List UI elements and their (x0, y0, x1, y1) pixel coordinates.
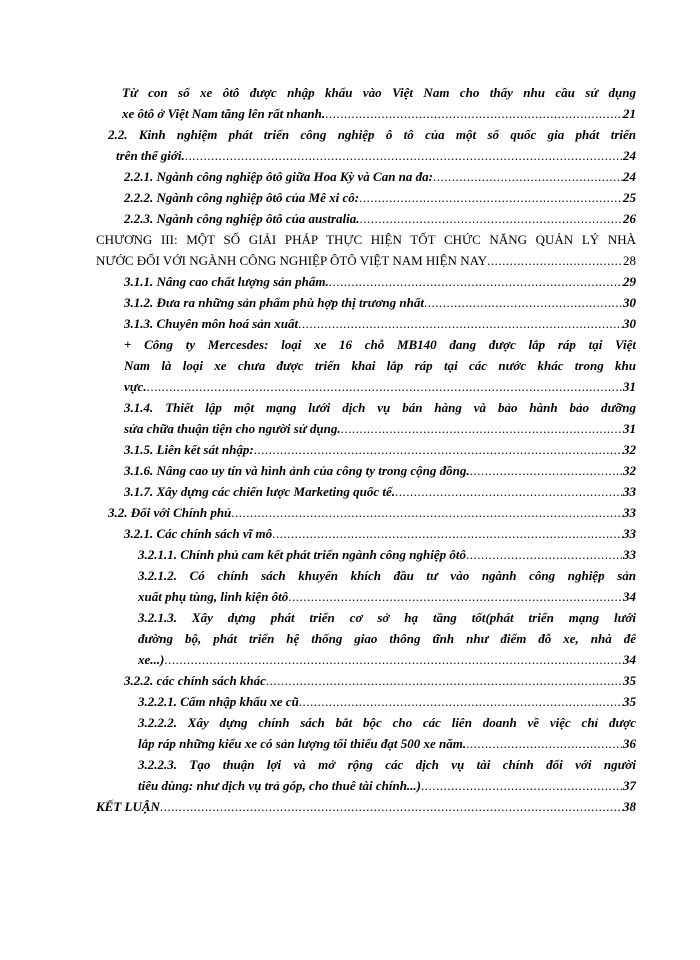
leader-dots (360, 208, 624, 229)
toc-page-number: 36 (623, 736, 636, 751)
toc-entry-line: 3.2.1.2. Có chính sách khuyến khích đầu tư vào ngành công nghiệp sản (138, 568, 636, 583)
toc-entry-line: Từ con số xe ôtô được nhập khẩu vào Việt Nam cho thấy nhu cầu sử dụng (122, 85, 636, 100)
table-of-contents (0, 82, 700, 817)
toc-entry-line: 2.2.1. Ngành công nghiệp ôtô giữa Hoa Kỳ và Can na đa: (124, 169, 433, 184)
toc-entry-line: NƯỚC ĐỐI VỚI NGÀNH CÔNG NGHIỆP ÔTÔ VIỆT NAM HIỆN NAY (96, 253, 488, 268)
toc-entry[interactable] (124, 670, 636, 691)
toc-entry[interactable] (138, 712, 636, 754)
toc-entry[interactable] (138, 544, 636, 565)
leader-dots (341, 418, 623, 439)
toc-entry-line: sửa chữa thuận tiện cho người sử dụng. (124, 421, 341, 436)
toc-entry-line: 3.1.1. Nâng cao chất lượng sản phẩm. (124, 274, 329, 289)
toc-page-number: 21 (623, 106, 636, 121)
toc-page-number: 31 (623, 421, 636, 436)
toc-entry-line: 3.1.5. Liên kết sát nhập: (124, 442, 254, 457)
toc-page-number: 33 (623, 547, 636, 562)
leader-dots (395, 481, 623, 502)
toc-entry-line: trên thế giới. (116, 148, 185, 163)
toc-entry[interactable] (124, 460, 636, 481)
leader-dots (272, 523, 623, 544)
toc-entry[interactable] (138, 565, 636, 607)
leader-dots (254, 439, 623, 460)
leader-dots (298, 313, 623, 334)
toc-entry[interactable] (138, 691, 636, 712)
toc-entry-line: 3.2.1.1. Chính phủ cam kết phát triển ngành công nghiệp ôtô (138, 547, 466, 562)
leader-dots (147, 376, 623, 397)
toc-entry[interactable] (124, 397, 636, 439)
toc-entry-line: 2.2.3. Ngành công nghiệp ôtô của australia. (124, 211, 360, 226)
toc-entry[interactable] (124, 271, 636, 292)
toc-entry-line: xe...) (138, 652, 165, 667)
toc-page-number: 34 (623, 652, 636, 667)
toc-entry-line: 3.2.2.3. Tạo thuận lợi và mở rộng các dịch vụ tài chính đối với người (138, 757, 636, 772)
leader-dots (185, 145, 623, 166)
toc-page-number: 28 (623, 253, 636, 268)
leader-dots (266, 670, 623, 691)
toc-entry-line: 3.1.4. Thiết lập một mạng lưới dịch vụ bán hàng và bảo hành bảo dưỡng (124, 400, 636, 415)
toc-entry[interactable] (96, 796, 636, 817)
toc-entry[interactable] (108, 124, 636, 166)
toc-page-number: 32 (623, 463, 636, 478)
leader-dots (433, 166, 623, 187)
toc-entry[interactable] (124, 439, 636, 460)
toc-page-number: 35 (623, 694, 636, 709)
toc-page-number: 37 (623, 778, 636, 793)
toc-entry[interactable] (124, 292, 636, 313)
toc-chapter-entry[interactable] (96, 229, 636, 271)
toc-entry[interactable] (108, 502, 636, 523)
toc-entry[interactable] (124, 334, 636, 397)
toc-entry-line: xe ôtô ở Việt Nam tăng lên rất nhanh. (122, 106, 326, 121)
toc-entry[interactable] (124, 166, 636, 187)
leader-dots (299, 691, 623, 712)
leader-dots (160, 796, 623, 817)
toc-entry-line: 3.1.2. Đưa ra những sản phẩm phù hợp thị trương nhất (124, 295, 424, 310)
leader-dots (329, 271, 623, 292)
leader-dots (359, 187, 623, 208)
toc-entry[interactable] (124, 187, 636, 208)
toc-entry[interactable] (124, 313, 636, 334)
toc-entry-line: lắp ráp những kiểu xe có sản lượng tối thiểu đạt 500 xe năm. (138, 736, 467, 751)
toc-entry[interactable] (122, 82, 636, 124)
toc-entry-line: 3.2. Đối với Chính phủ (108, 505, 232, 520)
toc-page-number: 29 (623, 274, 636, 289)
leader-dots (421, 775, 623, 796)
toc-entry[interactable] (138, 607, 636, 670)
leader-dots (288, 586, 623, 607)
toc-entry-line: vực. (124, 379, 147, 394)
leader-dots (487, 250, 623, 271)
toc-entry[interactable] (138, 754, 636, 796)
toc-entry-line: Nam là loại xe chưa được triển khai lắp ráp tại các nước khác trong khu (124, 358, 636, 373)
toc-entry-line: 3.2.1.3. Xây dựng phát triển cơ sở hạ tầng tốt(phát triển mạng lưới (138, 610, 636, 625)
toc-page-number: 24 (623, 148, 636, 163)
toc-entry[interactable] (124, 523, 636, 544)
leader-dots (466, 544, 623, 565)
toc-entry-line: đường bộ, phát triển hệ thống giao thông tĩnh như điểm đỗ xe, nhà để (138, 631, 636, 646)
leader-dots (424, 292, 623, 313)
leader-dots (466, 733, 623, 754)
toc-entry-line: 3.2.1. Các chính sách vĩ mô (124, 526, 273, 541)
toc-page-number: 33 (623, 484, 636, 499)
toc-page-number: 35 (623, 673, 636, 688)
toc-entry[interactable] (124, 208, 636, 229)
toc-entry-line: KẾT LUẬN (96, 799, 160, 814)
toc-page-number: 32 (623, 442, 636, 457)
leader-dots (325, 103, 623, 124)
toc-entry-line: + Công ty Mercesdes: loại xe 16 chỗ MB140 đang được lắp ráp tại Việt (124, 337, 636, 352)
toc-entry-line: 3.1.7. Xây dựng các chiến lược Marketing quốc tế. (124, 484, 395, 499)
toc-entry-line: 3.2.2. các chính sách khác (124, 673, 266, 688)
toc-page-number: 31 (623, 379, 636, 394)
toc-page-number: 33 (623, 505, 636, 520)
toc-entry-line: 3.2.2.2. Xây dựng chính sách bắt bộc cho các liên doanh về việc chỉ được (138, 715, 636, 730)
toc-entry-line: tiêu dùng: như dịch vụ trả góp, cho thuê tài chính...) (138, 778, 422, 793)
toc-entry[interactable] (124, 481, 636, 502)
toc-entry-line: xuất phụ tùng, linh kiện ôtô (138, 589, 289, 604)
toc-entry-line: 3.1.6. Nâng cao uy tín và hình ảnh của công ty trong cộng đồng. (124, 463, 470, 478)
toc-page-number: 25 (623, 190, 636, 205)
toc-page-number: 38 (623, 799, 636, 814)
toc-page-number: 24 (623, 169, 636, 184)
toc-page-number: 30 (623, 316, 636, 331)
toc-entry-line: 2.2.2. Ngành công nghiệp ôtô của Mê xi cô: (124, 190, 360, 205)
toc-entry-line: 3.2.2.1. Cấm nhập khẩu xe cũ (138, 694, 299, 709)
toc-entry-line: 3.1.3. Chuyên môn hoá sản xuất (124, 316, 299, 331)
leader-dots (164, 649, 623, 670)
toc-page-number: 33 (623, 526, 636, 541)
leader-dots (231, 502, 623, 523)
toc-entry-line: 2.2. Kinh nghiệm phát triển công nghiệp ô tô của một số quốc gia phát triển (108, 127, 636, 142)
toc-page-number: 30 (623, 295, 636, 310)
toc-entry-line: CHƯƠNG III: MỘT SỐ GIẢI PHÁP THỰC HIỆN TỐT CHỨC NĂNG QUẢN LÝ NHÀ (96, 232, 636, 247)
leader-dots (470, 460, 623, 481)
toc-page-number: 26 (623, 211, 636, 226)
toc-page-number: 34 (623, 589, 636, 604)
